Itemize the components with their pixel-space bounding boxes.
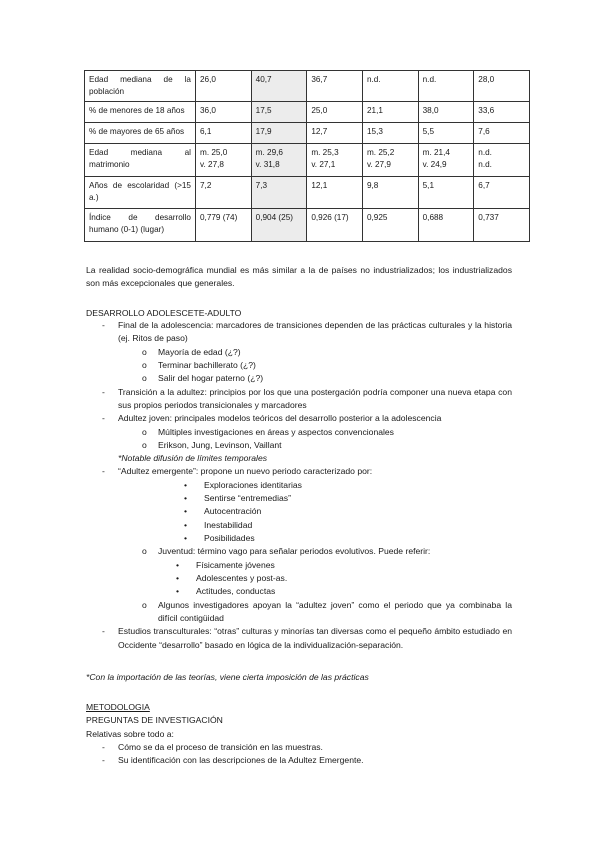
list-item: • Inestabilidad — [166, 519, 512, 532]
table-cell — [196, 144, 252, 177]
table-cell: 9,8 — [362, 177, 418, 209]
table-cell — [362, 144, 418, 177]
list-item: o Algunos investigadores apoyan la “adultez joven” como el periodo que ya combinaba la difícil contigüidad — [118, 599, 512, 626]
list-item: • Actitudes, conductas — [158, 585, 512, 598]
list-item: - Cómo se da el proceso de transición en las muestras. — [86, 741, 512, 754]
table-cell — [307, 144, 363, 177]
item-transicion-adultez: Transición a la adultez: principios por los que una postergación podría componer una nueva etapa con sus propios periodos transicionales y marcadores — [118, 386, 512, 410]
table-cell: 0,926 (17) — [307, 209, 363, 242]
table-cell: 5,1 — [418, 177, 474, 209]
table-cell: 40,7 — [251, 71, 307, 102]
row-label: Edad mediana de la población — [85, 71, 196, 102]
research-questions-list — [86, 741, 512, 768]
cell-value: m. 25,2 — [366, 148, 395, 157]
bullet-list — [158, 559, 512, 599]
table-cell: 33,6 — [474, 102, 530, 123]
item-estudios-transculturales: Estudios transculturales: “otras” culturas y minorías tan diversas como el pequeño ámbito estudiado en Occidente “desarrollo” basado en lógica de la individualización-separación. — [118, 626, 512, 650]
list-item — [86, 386, 512, 413]
item-adultez-emergente: “Adultez emergente”: propone un nuevo periodo caracterizado por: — [118, 466, 373, 477]
table-cell — [474, 144, 530, 177]
sub-list — [118, 426, 512, 453]
list-item: o Salir del hogar paterno (¿?) — [118, 372, 512, 385]
section-title-desarrollo: DESARROLLO ADOLESCETE-ADULTO — [86, 308, 242, 318]
table-cell: 38,0 — [418, 102, 474, 123]
table-cell: 17,5 — [251, 102, 307, 123]
table-cell: n.d. — [418, 71, 474, 102]
list-item: • Adolescentes y post-as. — [158, 572, 512, 585]
list-item: o Terminar bachillerato (¿?) — [118, 359, 512, 372]
summary-paragraph: La realidad socio-demográfica mundial es más similar a la de países no industrializados; los industrializados son más excepcionales que generales. — [86, 265, 512, 289]
table-cell: 17,9 — [251, 123, 307, 144]
list-item — [118, 545, 512, 598]
list-item — [86, 319, 512, 386]
table-row — [85, 177, 530, 209]
table-cell — [418, 144, 474, 177]
cell-value: v. 27,1 — [311, 159, 336, 169]
item-juventud: Juventud: término vago para señalar periodos evolutivos. Puede referir: — [158, 546, 431, 557]
table-cell: 36,7 — [307, 71, 363, 102]
research-questions-title: PREGUNTAS DE INVESTIGACIÓN — [86, 715, 223, 726]
table-row — [85, 71, 530, 102]
table-row — [85, 144, 530, 177]
note-importacion: *Con la importación de las teorías, viene cierta imposición de las prácticas — [86, 672, 369, 682]
table-cell: 7,3 — [251, 177, 307, 209]
table-cell: 7,6 — [474, 123, 530, 144]
outline-list — [86, 319, 512, 652]
table-cell: 36,0 — [196, 102, 252, 123]
table-cell — [251, 144, 307, 177]
table-cell: 6,7 — [474, 177, 530, 209]
table-row — [85, 102, 530, 123]
row-label: Índice de desarrollo humano (0-1) (lugar) — [85, 209, 196, 242]
list-item: • Físicamente jóvenes — [158, 559, 512, 572]
cell-value: m. 29,6 — [255, 148, 283, 157]
methodology-section — [86, 701, 512, 768]
cell-value: v. 27,9 — [366, 159, 391, 169]
table-cell: 21,1 — [362, 102, 418, 123]
list-item: • Exploraciones identitarias — [166, 479, 512, 492]
list-item: • Sentirse “entremedias” — [166, 492, 512, 505]
list-item — [86, 412, 512, 465]
cell-value: n.d. — [478, 148, 492, 157]
cell-value: n.d. — [478, 159, 492, 169]
table-cell: 26,0 — [196, 71, 252, 102]
bullet-list — [118, 479, 512, 546]
sub-list — [118, 545, 512, 625]
cell-value: m. 25,0 — [200, 148, 228, 157]
methodology-title: METODOLOGIA — [86, 702, 150, 712]
list-item: • Autocentración — [166, 505, 512, 518]
note-limites: *Notable difusión de límites temporales — [118, 453, 268, 464]
table-cell: 5,5 — [418, 123, 474, 144]
list-item: o Erikson, Jung, Levinson, Vaillant — [118, 439, 512, 452]
cell-value: v. 24,9 — [422, 159, 447, 169]
demographic-table — [84, 70, 530, 242]
item-final-adolescencia: Final de la adolescencia: marcadores de transiciones dependen de las prácticas culturales y la historia (ej. Ritos de paso) — [118, 320, 512, 344]
list-item — [86, 465, 512, 625]
table-cell: 12,1 — [307, 177, 363, 209]
cell-value: v. 27,8 — [200, 159, 224, 169]
table-cell: 7,2 — [196, 177, 252, 209]
table-cell: 6,1 — [196, 123, 252, 144]
list-item — [86, 625, 512, 652]
list-item: - Su identificación con las descripciones de la Adultez Emergente. — [86, 754, 512, 767]
table-row — [85, 123, 530, 144]
table-cell: 0,779 (74) — [196, 209, 252, 242]
sub-list — [118, 346, 512, 386]
table-cell: 0,925 — [362, 209, 418, 242]
row-label: Edad mediana al matrimonio — [85, 144, 196, 177]
table-cell: n.d. — [362, 71, 418, 102]
table-cell: 0,904 (25) — [251, 209, 307, 242]
row-label: Años de escolaridad (>15 a.) — [85, 177, 196, 209]
cell-value: v. 31,8 — [255, 159, 280, 169]
table-cell: 0,688 — [418, 209, 474, 242]
list-item: • Posibilidades — [166, 532, 512, 545]
table-cell: 15,3 — [362, 123, 418, 144]
row-label: % de menores de 18 años — [85, 102, 196, 123]
list-item: o Mayoría de edad (¿?) — [118, 346, 512, 359]
list-item: o Múltiples investigaciones en áreas y aspectos convencionales — [118, 426, 512, 439]
cell-value: m. 25,3 — [311, 148, 339, 157]
table-cell: 28,0 — [474, 71, 530, 102]
item-adultez-joven: Adultez joven: principales modelos teóricos del desarrollo posterior a la adolescencia — [118, 413, 442, 424]
table-cell: 0,737 — [474, 209, 530, 242]
row-label: % de mayores de 65 años — [85, 123, 196, 144]
cell-value: m. 21,4 — [422, 148, 450, 157]
table-cell: 25,0 — [307, 102, 363, 123]
table-cell: 12,7 — [307, 123, 363, 144]
table-row — [85, 209, 530, 242]
research-questions-intro: Relativas sobre todo a: — [86, 728, 174, 739]
